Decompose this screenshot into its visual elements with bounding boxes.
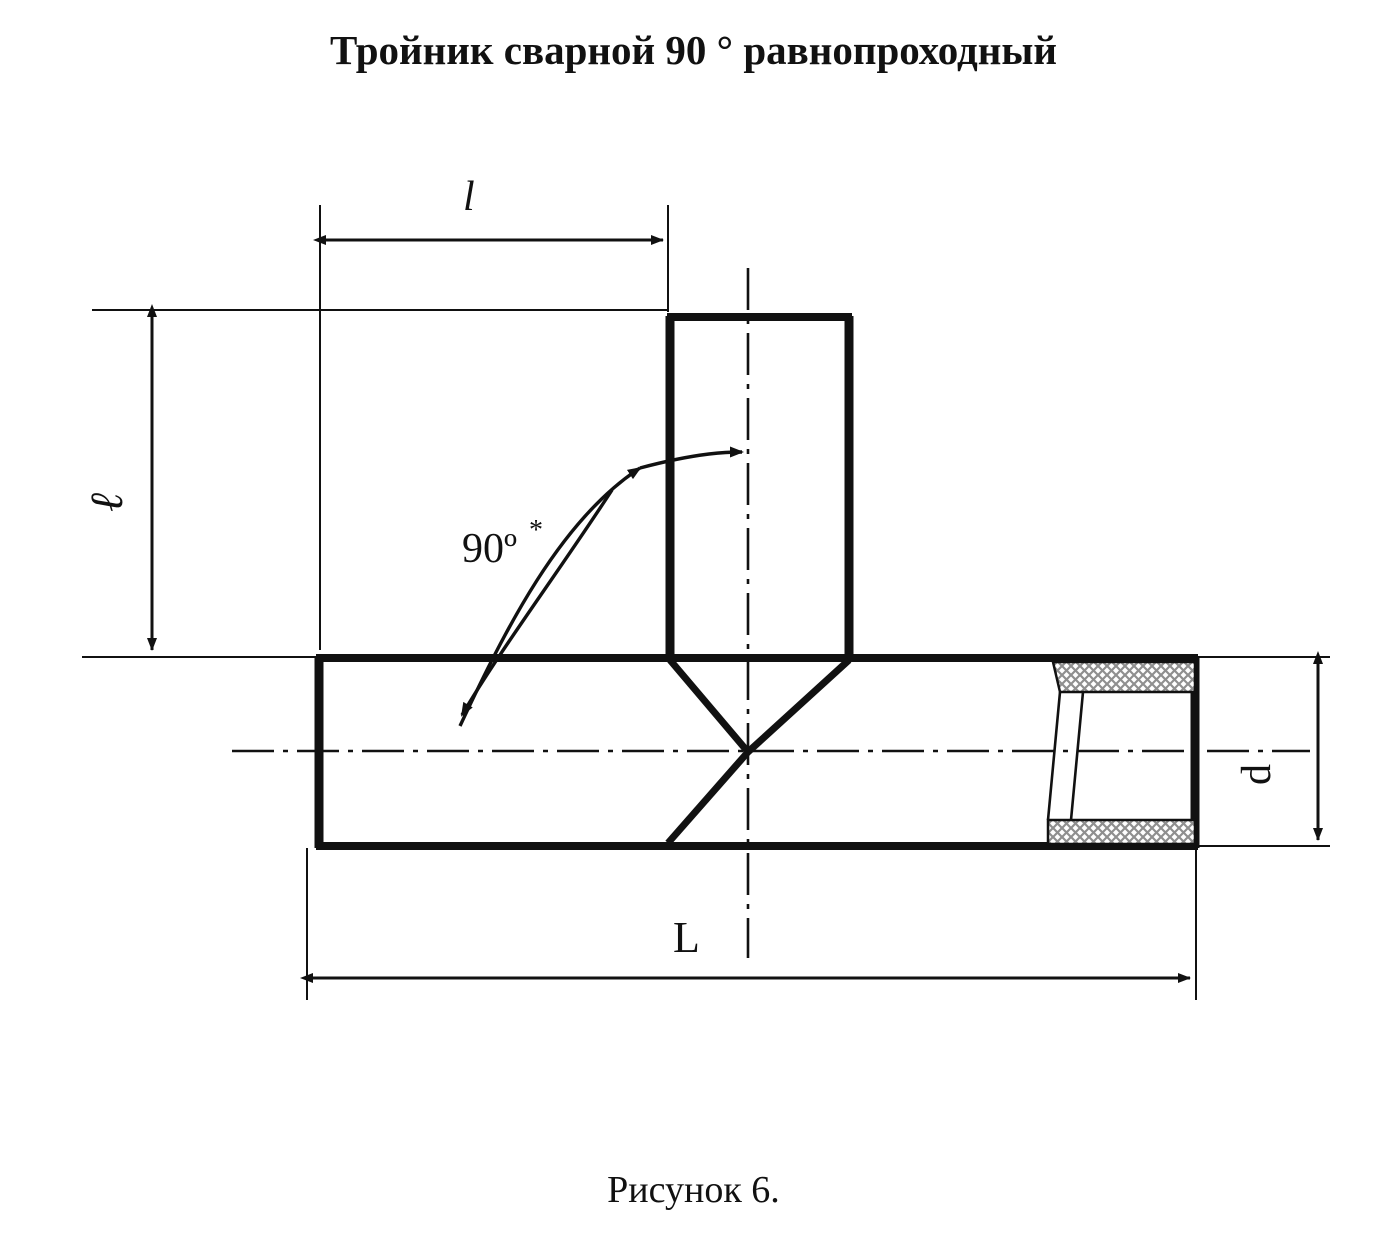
label-diameter: d <box>1234 764 1280 785</box>
label-branch-length: l <box>463 174 475 220</box>
label-angle-note: * <box>529 515 543 546</box>
label-run-length: L <box>673 913 700 962</box>
centre-lines <box>232 268 1310 958</box>
angle-leader-lower <box>462 452 742 715</box>
figure-caption: Рисунок 6. <box>607 1169 780 1211</box>
label-branch-height: ℓ <box>81 492 132 512</box>
label-angle: 90º <box>462 526 518 572</box>
dimension-arrows <box>152 240 1318 978</box>
tee-body <box>316 316 1198 848</box>
angle-leader <box>460 468 640 726</box>
page-title: Тройник сварной 90 ° равнопроходный <box>329 27 1058 73</box>
weld-prep-detail <box>1048 662 1195 844</box>
extension-lines <box>82 205 1330 1000</box>
